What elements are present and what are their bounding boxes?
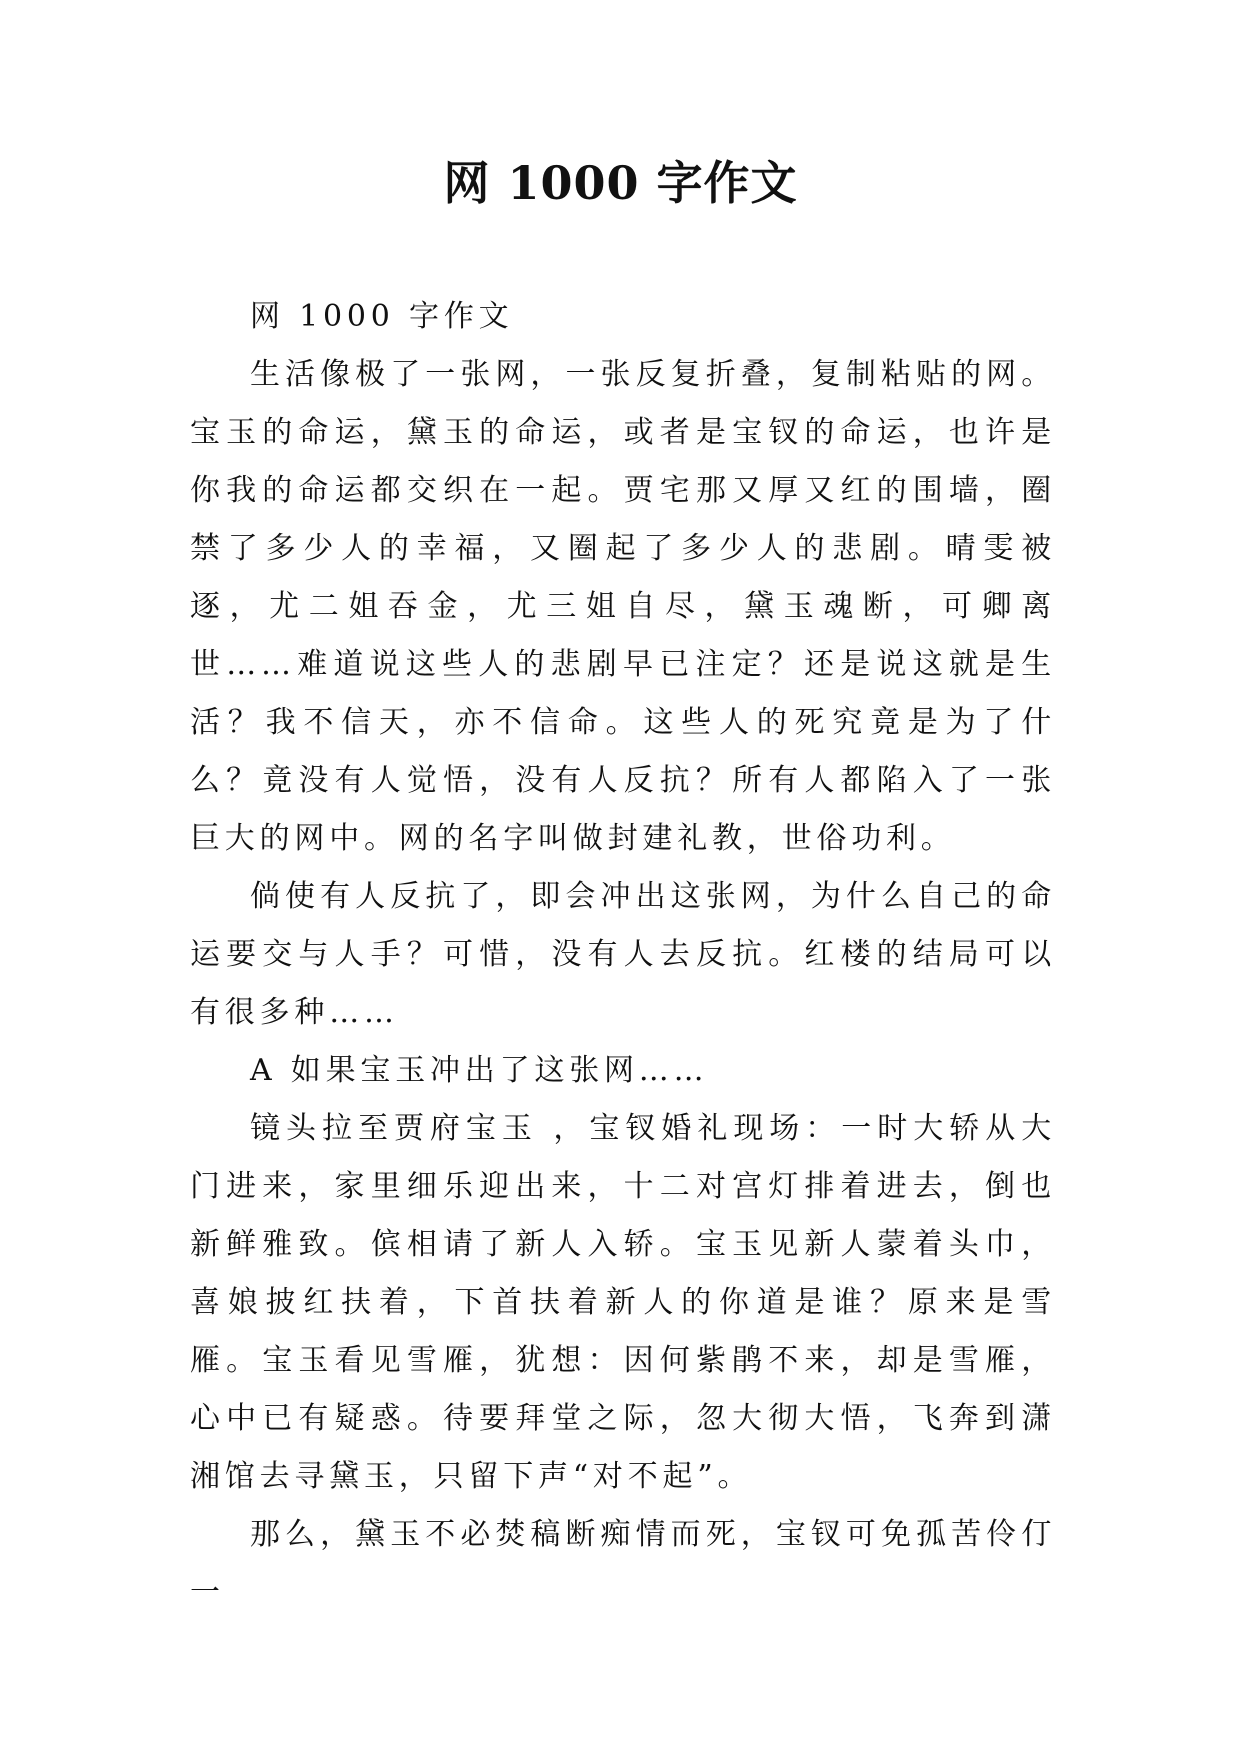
paragraph: 镜头拉至贾府宝玉 ，宝钗婚礼现场：一时大轿从大门进来，家里细乐迎出来，十二对宫灯排着进去，倒也新鲜雅致。傧相请了新人入轿。宝玉见新人蒙着头巾，喜娘披红扶着，下首扶着新人的你道是谁？原来是雪雁。宝玉看见雪雁，犹想：因何紫鹃不来，却是雪雁，心中已有疑惑。待要拜堂之际，忽大彻大悟，飞奔到潇湘馆去寻黛玉，只留下声“对不起”。: [190, 1111, 1056, 1494]
paragraph: 那么，黛玉不必焚稿断痴情而死，宝钗可免孤苦伶仃一: [190, 1517, 1056, 1610]
paragraph: 生活像极了一张网，一张反复折叠，复制粘贴的网。宝玉的命运，黛玉的命运，或者是宝钗的命运，也许是你我的命运都交织在一起。贾宅那又厚又红的围墙，圈禁了多少人的幸福，又圈起了多少人的悲剧。晴雯被逐，尤二姐吞金，尤三姐自尽，黛玉魂断，可卿离世……难道说这些人的悲剧早已注定？还是说这就是生活？我不信天，亦不信命。这些人的死究竟是为了什么？竟没有人觉悟，没有人反抗？所有人都陷入了一张巨大的网中。网的名字叫做封建礼教，世俗功利。: [190, 357, 1056, 856]
document-title: 网 1000 字作文: [443, 156, 798, 210]
document-body: [190, 288, 1056, 1622]
paragraph: A 如果宝玉冲出了这张网……: [250, 1053, 709, 1088]
paragraph: 倘使有人反抗了，即会冲出这张网，为什么自己的命运要交与人手？可惜，没有人去反抗。红楼的结局可以有很多种……: [190, 879, 1056, 1030]
paragraph: 网 1000 字作文: [250, 299, 514, 334]
